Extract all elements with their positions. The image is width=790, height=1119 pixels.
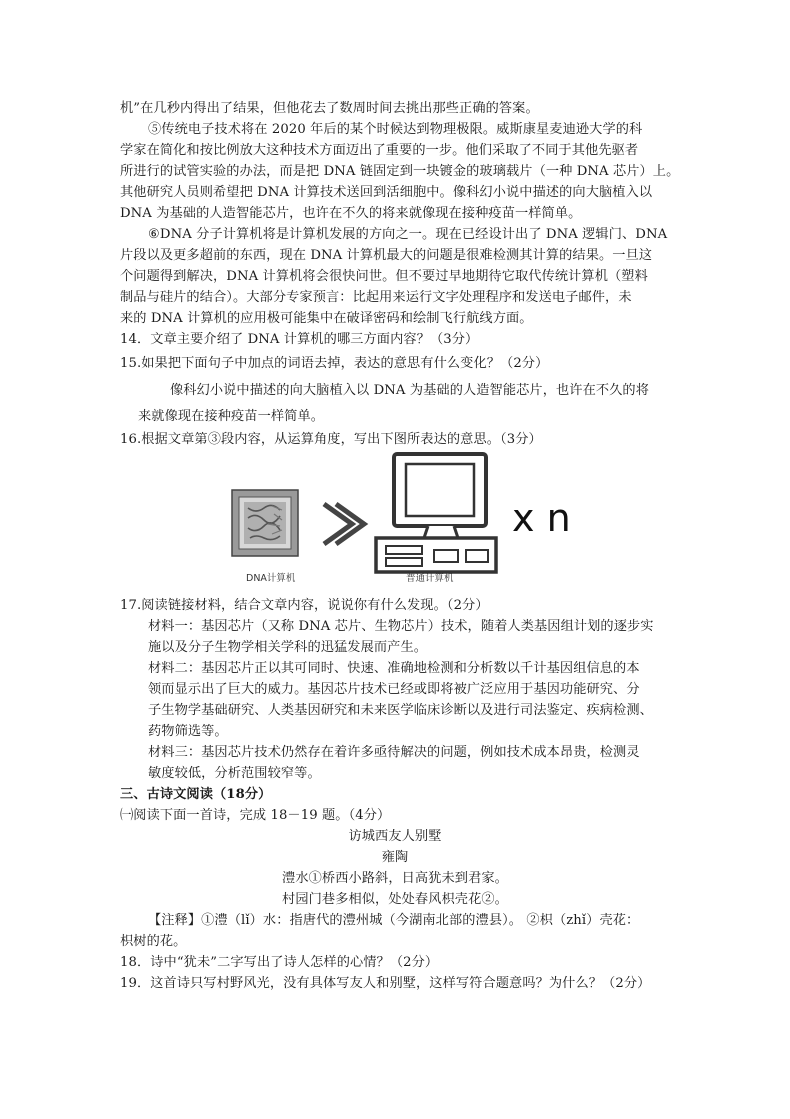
- quoted-sentence-line: 像科幻小说中描述的向大脑植入以 DNA 为基础的人造智能芯片，也许在不久的将: [170, 383, 650, 398]
- subsection-heading: ㈠阅读下面一首诗，完成 18－19 题。（4分）: [120, 808, 391, 823]
- passage-line: 机”在几秒内得出了结果，但他花去了数周时间去挑出那些正确的答案。: [120, 101, 539, 116]
- question-15: 15.如果把下面句子中加点的词语去掉，表达的意思有什么变化？（2分）: [120, 356, 549, 371]
- poem-note: 【注释】①澧（lǐ）水：指唐代的澧州城（今湖南北部的澧县）。 ②枳（zhǐ）壳花：: [148, 913, 640, 928]
- quoted-sentence-line: 来就像现在接种疫苗一样简单。: [138, 409, 325, 424]
- material-line: 领而显示出了巨大的威力。基因芯片技术已经或即将被广泛应用于基因功能研究、分: [148, 682, 640, 697]
- passage-line: 所进行的试管实验的办法，而是把 DNA 链固定到一块镀金的玻璃载片（一种 DNA 芯片）上。: [120, 164, 680, 179]
- passage-line: 个问题得到解决，DNA 计算机将会很快问世。但不要过早地期待它取代传统计算机（塑料: [120, 269, 648, 284]
- poem-line: 村园门巷多相似，处处春风枳壳花②。: [282, 892, 508, 907]
- poem-author: 雍陶: [381, 850, 409, 865]
- question-19: 19．这首诗只写村野风光，没有具体写友人和别墅，这样写符合题意吗？为什么？（2分）: [120, 976, 651, 991]
- passage-line: 学家在简化和按比例放大这种技术方面迈出了重要的一步。他们采取了不同于其他先驱者: [120, 143, 639, 158]
- computer-icon: [376, 454, 496, 572]
- passage-line: ⑤传统电子技术将在 2020 年后的某个时候达到物理极限。威斯康星麦迪逊大学的科: [148, 122, 643, 137]
- material-line: 材料三：基因芯片技术仍然存在着许多亟待解决的问题，例如技术成本昂贵，检测灵: [148, 745, 640, 760]
- multiplier-label: x n: [512, 496, 571, 540]
- passage-line: DNA 为基础的人造智能芯片，也许在不久的将来就像现在接种疫苗一样简单。: [120, 206, 582, 221]
- material-line: 施以及分子生物学相关学科的迅猛发展而产生。: [148, 640, 428, 655]
- material-line: 敏度较低，分析范围较窄等。: [148, 766, 321, 781]
- question-14: 14．文章主要介绍了 DNA 计算机的哪三方面内容？（3分）: [120, 332, 479, 347]
- material-line: 材料一：基因芯片（又称 DNA 芯片、生物芯片）技术，随着人类基因组计划的逐步实: [148, 619, 654, 634]
- greater-than-icon: [324, 504, 364, 544]
- poem-note: 枳树的花。: [120, 934, 187, 949]
- passage-line: 片段以及更多超前的东西，现在 DNA 计算机最大的问题是很难检测其计算的结果。一旦这: [120, 248, 653, 263]
- dna-computer-caption: DNA计算机: [246, 573, 296, 584]
- normal-computer-caption: 普通计算机: [406, 573, 454, 584]
- material-line: 材料二：基因芯片正以其可同时、快速、准确地检测和分析数以千计基因组信息的本: [148, 661, 640, 676]
- dna-chip-icon: [232, 490, 298, 556]
- question-18: 18．诗中“犹未”二字写出了诗人怎样的心情？（2分）: [120, 955, 439, 970]
- question-16: 16.根据文章第③段内容，从运算角度，写出下图所表达的意思。（3分）: [120, 432, 542, 447]
- passage-line: ⑥DNA 分子计算机将是计算机发展的方向之一。现在已经设计出了 DNA 逻辑门、DNA: [148, 227, 668, 242]
- passage-line: 其他研究人员则希望把 DNA 计算技术送回到活细胞中。像科幻小说中描述的向大脑植入以: [120, 185, 653, 200]
- poem-title: 访城西友人别墅: [348, 829, 442, 844]
- material-line: 药物筛选等。: [148, 724, 228, 739]
- dna-vs-computer-figure: [228, 452, 608, 592]
- passage-line: 制品与硅片的结合）。大部分专家预言：比起用来运行文字处理程序和发送电子邮件，未: [120, 290, 632, 305]
- material-line: 子生物学基础研究、人类基因研究和未来医学临床诊断以及进行司法鉴定、疾病检测、: [148, 703, 653, 718]
- passage-line: 来的 DNA 计算机的应用极可能集中在破译密码和绘制飞行航线方面。: [120, 311, 533, 326]
- question-17: 17.阅读链接材料，结合文章内容，说说你有什么发现。（2分）: [120, 598, 489, 613]
- poem-line: 澧水①桥西小路斜，日高犹未到君家。: [282, 871, 508, 886]
- section-heading: 三、古诗文阅读（18分）: [120, 787, 272, 802]
